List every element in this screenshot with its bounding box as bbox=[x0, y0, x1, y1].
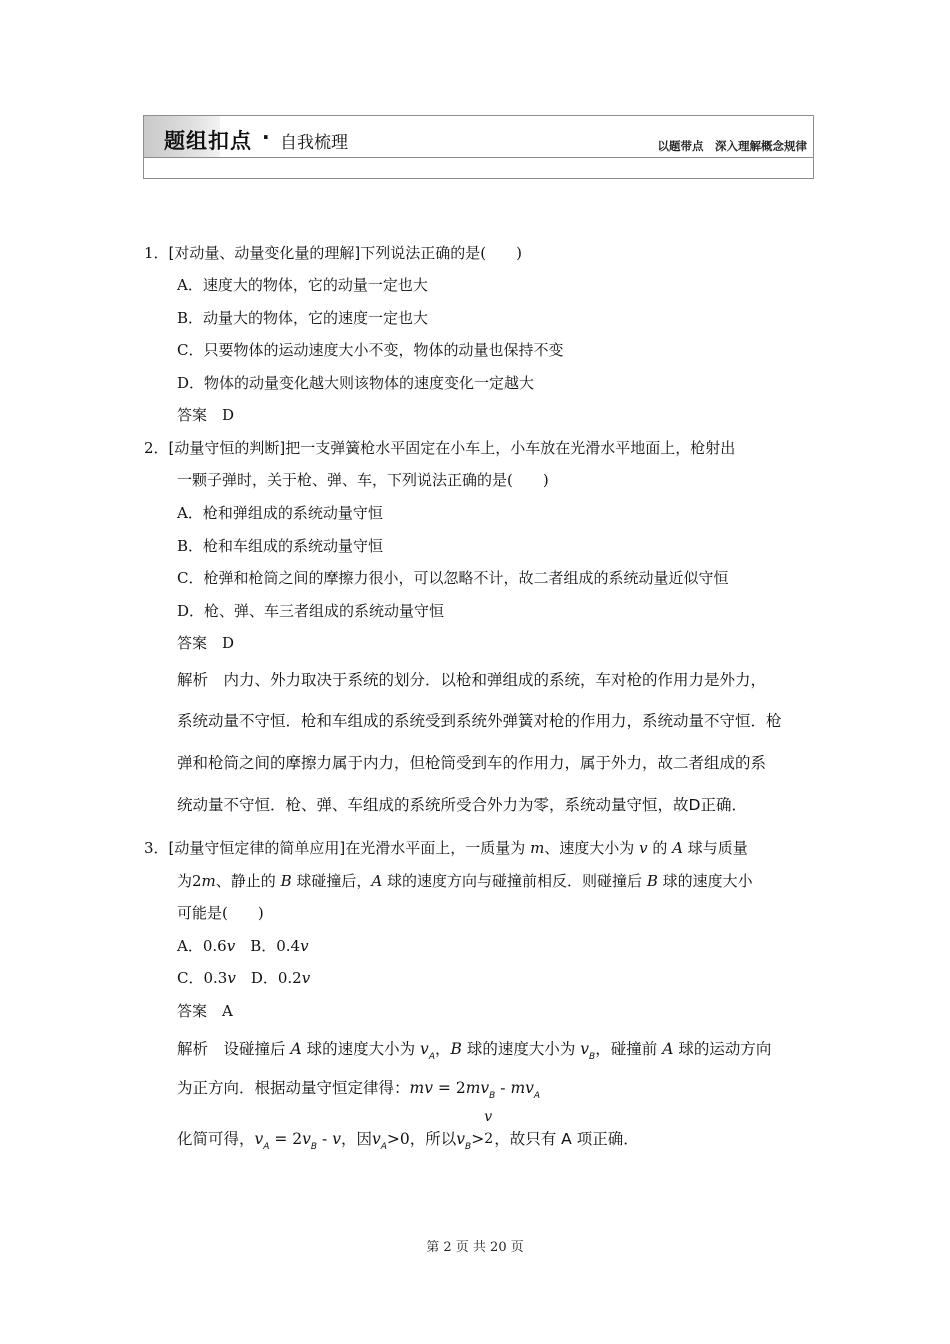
q2-analysis-line3: 弹和枪筒之间的摩擦力属于内力，但枪筒受到车的作用力，属于外力，故二者组成的系 bbox=[177, 754, 767, 772]
q3-answer: 答案 A bbox=[177, 1002, 233, 1020]
frac-numerator: v bbox=[484, 1109, 493, 1125]
q2-option-a: A．枪和弹组成的系统动量守恒 bbox=[177, 504, 383, 522]
q3-stem-line2 bbox=[177, 874, 753, 889]
eq-term: mv bbox=[465, 1079, 490, 1097]
var-B: B bbox=[646, 872, 658, 890]
q1-stem: 下列说法正确的是( ) bbox=[360, 244, 522, 262]
section-banner bbox=[143, 115, 814, 179]
q3-options-ab bbox=[177, 939, 309, 954]
q3-analysis-text: ，碰撞前 bbox=[595, 1040, 658, 1058]
q1-option-c: C．只要物体的运动速度大小不变，物体的动量也保持不变 bbox=[177, 341, 564, 359]
q3-text: 球与质量 bbox=[687, 839, 748, 857]
var-m: m bbox=[530, 839, 545, 857]
q3-analysis-line3 bbox=[177, 1109, 639, 1152]
var-A: A bbox=[672, 839, 683, 857]
q2-option-c: C．枪弹和枪筒之间的摩擦力很小，可以忽略不计，故二者组成的系统动量近似守恒 bbox=[177, 569, 729, 587]
var-m: m bbox=[201, 872, 216, 890]
q3-options-cd bbox=[177, 971, 310, 986]
question-1 bbox=[144, 246, 522, 261]
q3-text: 在光滑水平面上，一质量为 bbox=[345, 839, 526, 857]
var-v: v bbox=[226, 937, 236, 955]
sub-A: A bbox=[428, 1052, 435, 1062]
var-v: v bbox=[371, 1130, 381, 1148]
eq-term: mv bbox=[510, 1079, 534, 1097]
eq-term: - bbox=[495, 1079, 511, 1097]
q2-option-d: D．枪、弹、车三者组成的系统动量守恒 bbox=[177, 602, 445, 620]
var-A: A bbox=[371, 872, 383, 890]
q1-option-d: D．物体的动量变化越大则该物体的速度变化一定越大 bbox=[177, 374, 535, 392]
eq-term: >0，所以 bbox=[386, 1130, 457, 1148]
var-B: B bbox=[450, 1040, 462, 1058]
frac-denominator: 2 bbox=[484, 1131, 494, 1147]
var-B: B bbox=[280, 872, 292, 890]
q2-analysis-line1: 解析 内力、外力取决于系统的划分．以枪和弹组成的系统，车对枪的作用力是外力， bbox=[177, 671, 767, 689]
q3-analysis-text: 球的速度大小为 bbox=[306, 1040, 416, 1058]
sub-B: B bbox=[465, 1142, 472, 1152]
var-v: v bbox=[456, 1130, 466, 1148]
var-v: v bbox=[639, 839, 648, 857]
page-footer: 第 2 页 共 20 页 bbox=[426, 1240, 524, 1255]
q3-analysis-text: 解析 设碰撞后 bbox=[177, 1040, 286, 1058]
q3-analysis-text: ，因 bbox=[340, 1130, 372, 1148]
q1-number: 1． bbox=[144, 244, 169, 262]
q1-option-a: A．速度大的物体，它的动量一定也大 bbox=[177, 276, 428, 294]
var-v: v bbox=[254, 1130, 264, 1148]
q3-stem-line3: 可能是( ) bbox=[177, 904, 264, 922]
eq-term: = 2 bbox=[269, 1130, 303, 1148]
q1-option-b: B．动量大的物体，它的速度一定也大 bbox=[177, 309, 429, 327]
eq-term: - bbox=[317, 1130, 333, 1148]
fraction-v-over-2 bbox=[484, 1109, 494, 1147]
sub-A: A bbox=[533, 1091, 541, 1101]
q3-analysis-text: 球的运动方向 bbox=[678, 1040, 772, 1058]
q2-number: 2． bbox=[144, 439, 169, 457]
q3-analysis-line1 bbox=[177, 1042, 771, 1062]
sub-A: A bbox=[263, 1142, 270, 1152]
eq-term: > bbox=[471, 1130, 485, 1148]
var-v: v bbox=[420, 1040, 429, 1058]
q2-option-b: B．枪和车组成的系统动量守恒 bbox=[177, 537, 384, 555]
q3-analysis-text: 化简可得， bbox=[177, 1130, 255, 1148]
question-3 bbox=[144, 841, 748, 856]
var-v: v bbox=[302, 1130, 311, 1148]
banner-bar bbox=[144, 116, 813, 158]
q3-text: 球的速度方向与碰撞前相反．则碰撞后 bbox=[387, 872, 643, 890]
q2-stem-line2: 一颗子弹时，关于枪、弹、车，下列说法正确的是( ) bbox=[177, 471, 549, 489]
sub-A: A bbox=[380, 1142, 387, 1152]
q3-text: 为2 bbox=[177, 872, 202, 890]
var-v: v bbox=[227, 969, 236, 987]
q3-analysis-text: 球的速度大小为 bbox=[466, 1040, 576, 1058]
q3-number: 3． bbox=[144, 839, 169, 857]
q2-tag: [动量守恒的判断] bbox=[168, 439, 286, 457]
banner-subtitle: 自我梳理 bbox=[280, 133, 348, 153]
q3-analysis-text: ， bbox=[434, 1040, 451, 1058]
q3-analysis-text: 为正方向．根据动量守恒定律得： bbox=[177, 1079, 410, 1097]
var-v: v bbox=[301, 969, 311, 987]
eq-term: = 2 bbox=[432, 1079, 466, 1097]
sub-B: B bbox=[489, 1091, 496, 1101]
q3-text: 的 bbox=[652, 839, 668, 857]
sub-B: B bbox=[310, 1142, 318, 1152]
q2-stem-line1: 把一支弹簧枪水平固定在小车上，小车放在光滑水平地面上，枪射出 bbox=[285, 439, 736, 457]
q3-tag: [动量守恒定律的简单应用] bbox=[168, 839, 346, 857]
banner-right-text: 以题带点 深入理解概念规律 bbox=[657, 139, 807, 153]
banner-title: 题组扣点 bbox=[164, 129, 252, 153]
var-A: A bbox=[662, 1040, 674, 1058]
q3-analysis-line2 bbox=[177, 1081, 540, 1101]
q3-option-b: B．0.4 bbox=[235, 937, 301, 955]
q3-option-d: D．0.2 bbox=[235, 969, 302, 987]
q3-text: 、速度大小为 bbox=[544, 839, 635, 857]
question-2 bbox=[144, 441, 735, 456]
q2-analysis-line2: 系统动量不守恒．枪和车组成的系统受到系统外弹簧对枪的作用力，系统动量不守恒．枪 bbox=[177, 712, 782, 730]
q1-answer: 答案 D bbox=[177, 406, 235, 424]
var-v: v bbox=[332, 1130, 341, 1148]
eq-term: mv bbox=[409, 1079, 433, 1097]
q1-tag: [对动量、动量变化量的理解] bbox=[168, 244, 361, 262]
q3-option-c: C．0.3 bbox=[177, 969, 228, 987]
var-v: v bbox=[300, 937, 309, 955]
var-A: A bbox=[290, 1040, 302, 1058]
q3-option-a: A．0.6 bbox=[177, 937, 227, 955]
q3-text: 、静止的 bbox=[215, 872, 276, 890]
q2-analysis-line4: 统动量不守恒．枪、弹、车组成的系统所受合外力为零，系统动量守恒，故D正确． bbox=[177, 796, 747, 814]
sub-B: B bbox=[589, 1052, 596, 1062]
q3-analysis-text: ，故只有 A 项正确． bbox=[494, 1130, 639, 1148]
q2-answer: 答案 D bbox=[177, 634, 235, 652]
q3-text: 球碰撞后， bbox=[296, 872, 372, 890]
q3-text: 球的速度大小 bbox=[662, 872, 753, 890]
var-v: v bbox=[580, 1040, 590, 1058]
banner-dot: · bbox=[262, 125, 270, 149]
